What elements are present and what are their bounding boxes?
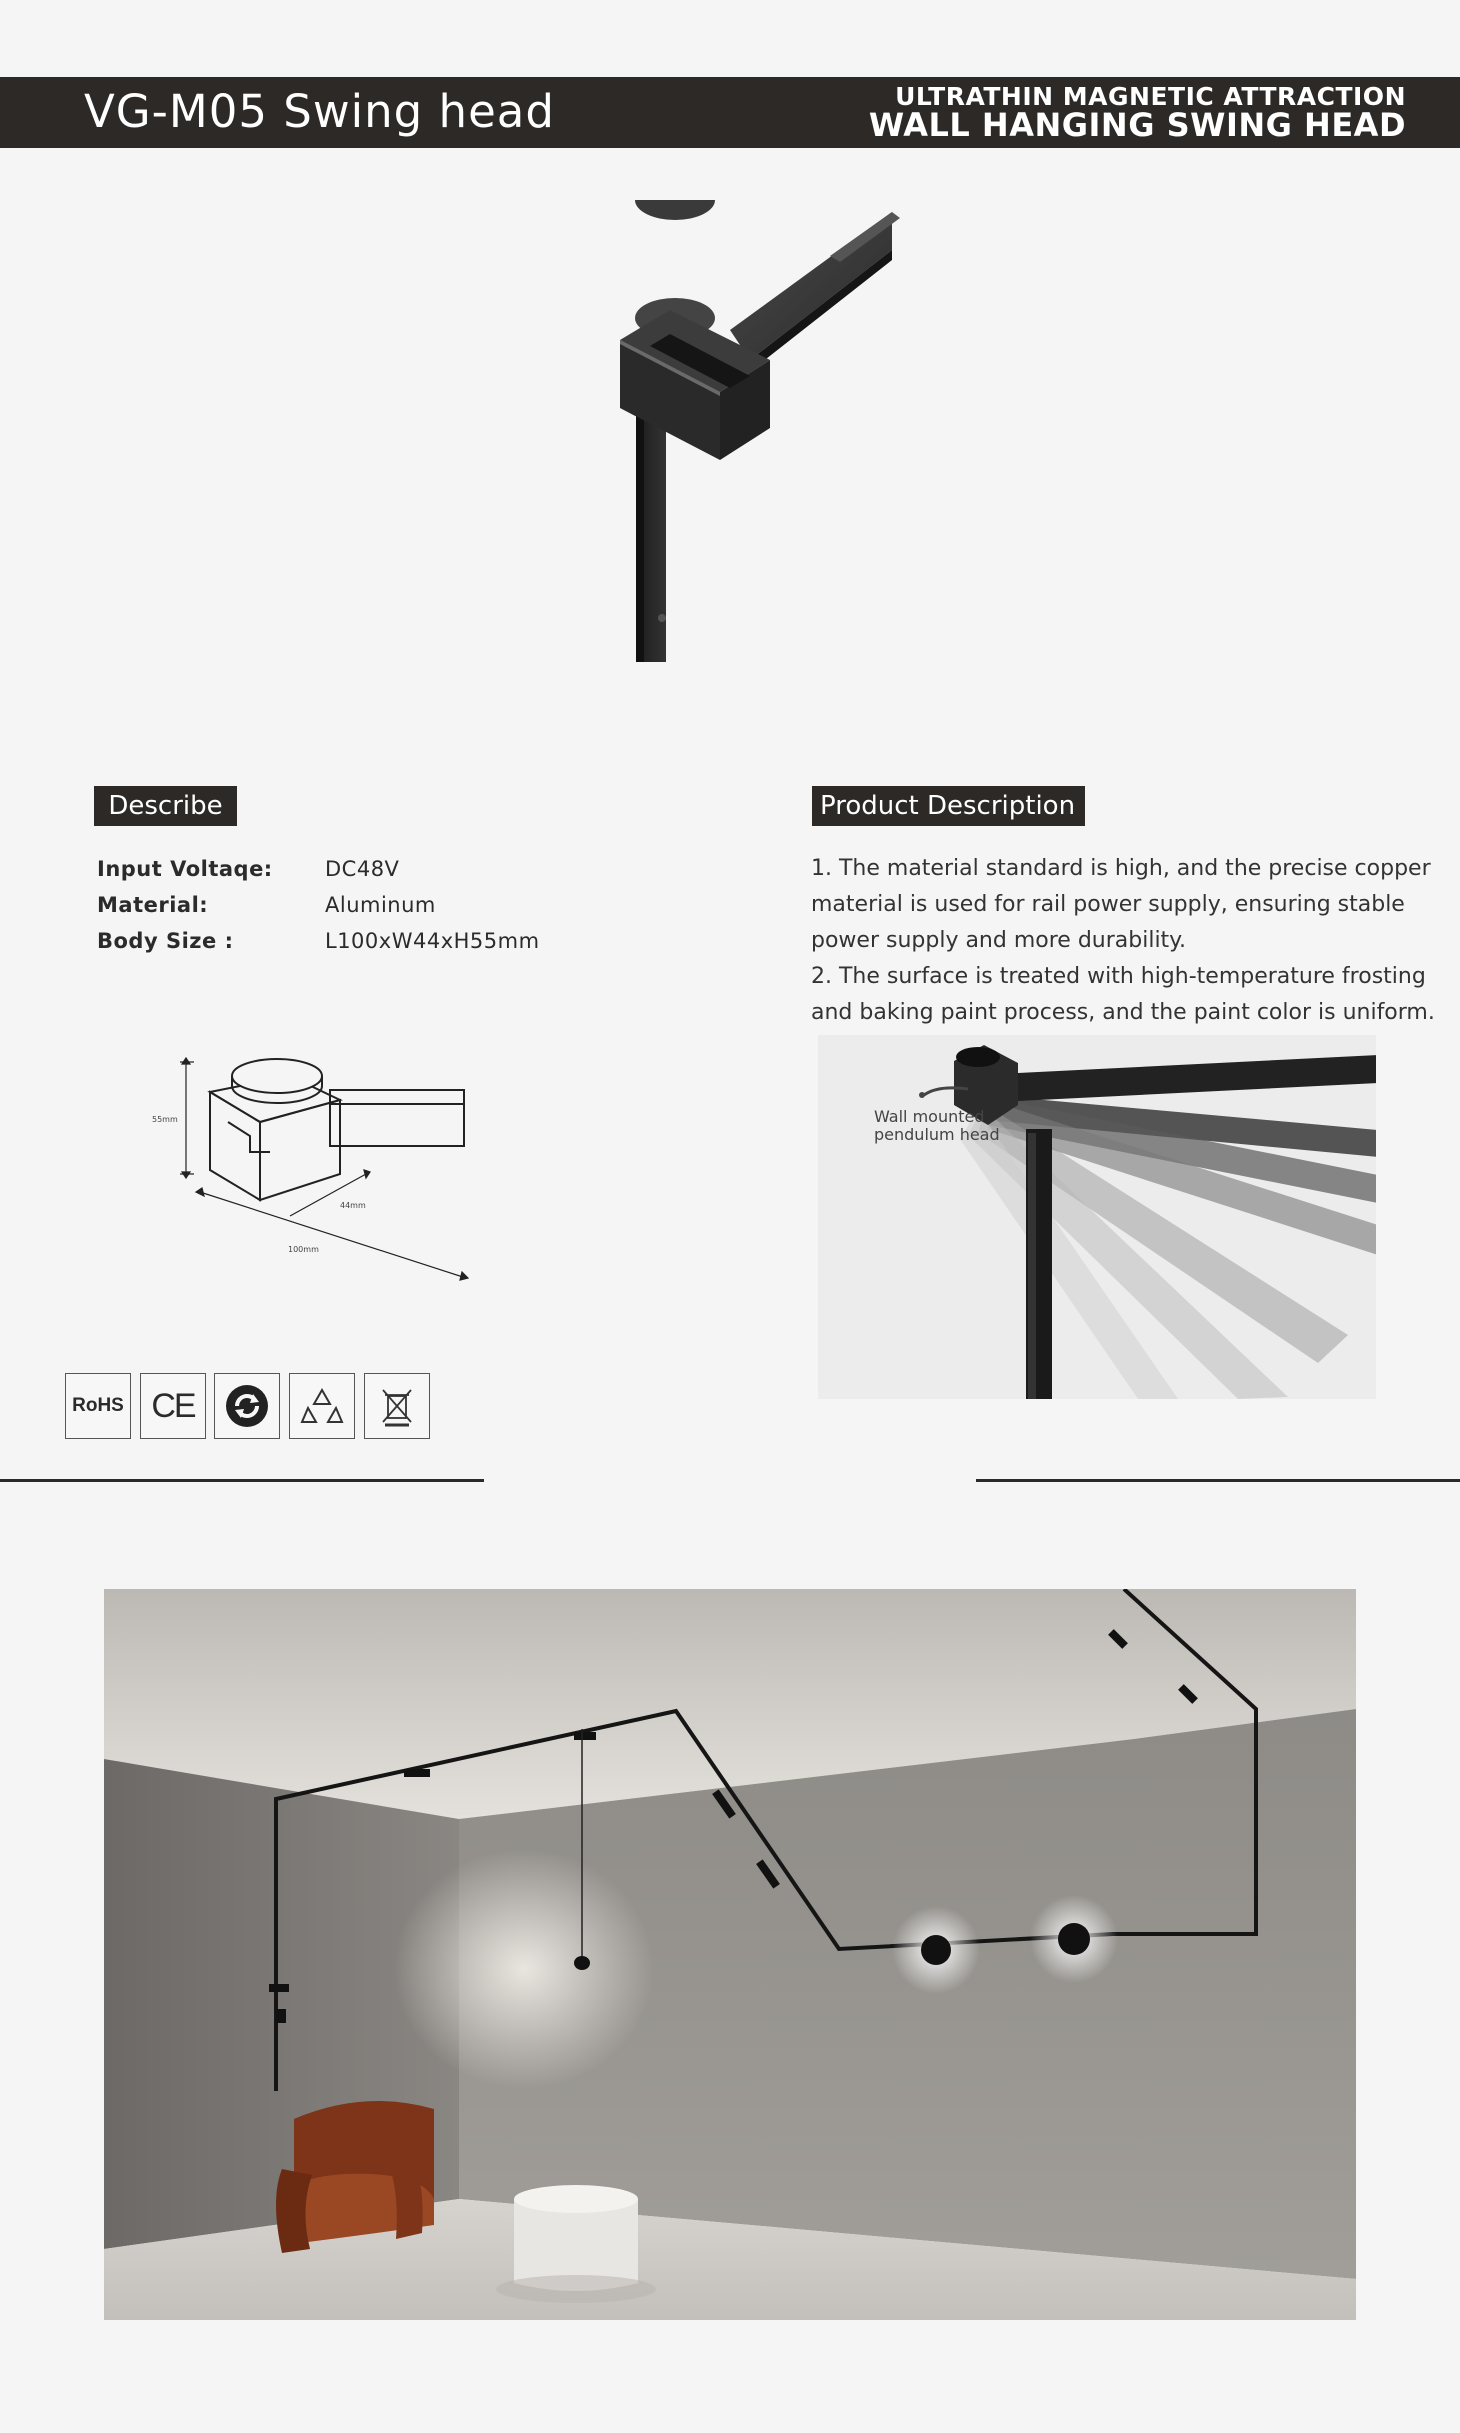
rohs-icon: RoHS [72,1395,124,1416]
recycle-icon [298,1382,346,1430]
certification-rohs [65,1373,131,1439]
spec-row [97,888,436,922]
description-line: 1. The material standard is high, and the precise copper [811,856,1431,881]
certification-ce [140,1373,206,1439]
section-divider-right [976,1479,1460,1482]
product-description-text [811,851,1435,1031]
swing-illustration [818,1035,1376,1399]
spec-key: Body Size : [97,929,234,953]
dimension-drawing [150,1040,480,1290]
spec-key: Input Voltaqe: [97,857,273,881]
certification-weee [364,1373,430,1439]
green-dot-icon [223,1382,271,1430]
certification-recycle [289,1373,355,1439]
product-description-label: Product Description [812,786,1085,826]
description-line: 2. The surface is treated with high-temperature frosting [811,964,1426,989]
description-line: and baking paint process, and the paint color is uniform. [811,1000,1435,1025]
product-hero-image [600,200,920,680]
describe-label: Describe [94,786,237,826]
ce-mark-icon: CE [151,1386,195,1425]
tagline-line-2: WALL HANGING SWING HEAD [868,106,1406,144]
tagline-line-1: ULTRATHIN MAGNETIC ATTRACTION [895,82,1406,111]
swing-caption-line-1: Wall mounted [874,1107,985,1126]
certification-green-dot [214,1373,280,1439]
spec-row [97,924,540,958]
spec-row [97,852,399,886]
spec-key: Material: [97,893,209,917]
page-title: VG-M05 Swing head [84,85,555,138]
width-dimension-label: 44mm [340,1201,366,1210]
description-line: power supply and more durability. [811,928,1187,953]
height-dimension-label: 55mm [152,1115,178,1124]
section-divider-left [0,1479,484,1482]
spec-value: DC48V [325,857,400,881]
spec-value: Aluminum [325,893,436,917]
description-line: material is used for rail power supply, ensuring stable [811,892,1405,917]
swing-caption-line-2: pendulum head [874,1125,1000,1144]
length-dimension-label: 100mm [288,1245,319,1254]
room-scene-image [104,1589,1356,2320]
weee-bin-icon [373,1382,421,1430]
spec-value: L100xW44xH55mm [325,929,540,953]
tagline [846,82,1406,144]
